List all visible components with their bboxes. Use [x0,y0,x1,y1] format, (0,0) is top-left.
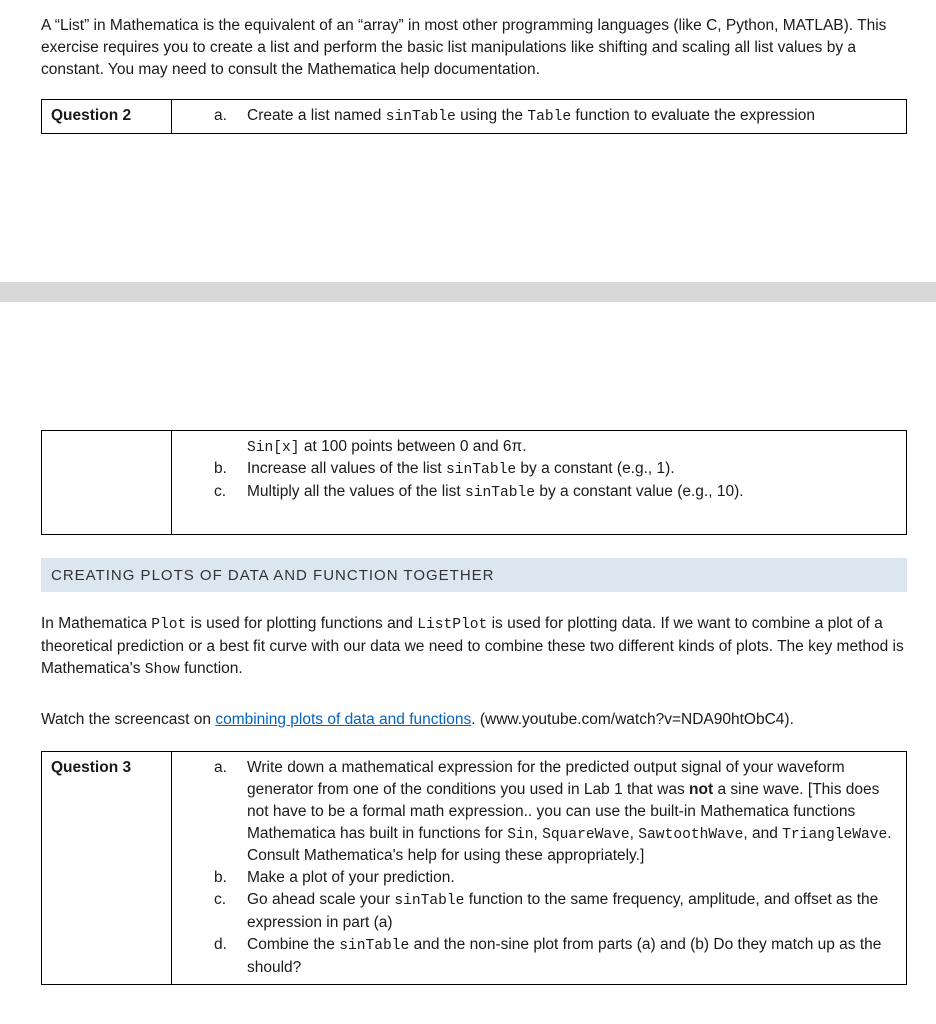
list-marker: c. [214,891,227,909]
text-run: Sin [507,826,534,843]
screencast-link[interactable]: combining plots of data and functions [215,710,472,728]
text-run: TriangleWave [782,826,888,843]
text-run: Watch the screencast on [41,710,216,728]
list-marker: c. [214,483,227,501]
text-run: Sin[x] [247,439,300,456]
text-run: Make a plot of your prediction. [247,869,455,887]
expression-line [182,436,896,459]
list-marker: a. [214,107,227,124]
text-run: sinTable [446,462,517,479]
question-2-table [41,99,907,134]
question-2-label: Question 2 [51,107,132,124]
question-3-body-cell [172,752,906,984]
section-heading: CREATING PLOTS OF DATA AND FUNCTION TOGETHER [41,558,907,592]
text-run: function to evaluate the expression [571,107,815,124]
list-item-c [182,889,896,934]
list-item-text [247,458,896,481]
text-run: sinTable [394,893,465,910]
text-run: a sine wave. [This does not have to be a formal math expression.. you can use the built-in Mathematica functions Mathematica has built in functions for [247,780,880,842]
text-run: Go ahead scale your [247,891,395,909]
question-3-table [41,751,907,985]
list-item-text [247,105,896,128]
text-run: sinTable [339,938,410,955]
question-3-label: Question 3 [51,758,132,776]
list-item-b [182,458,896,481]
text-run: is used for plotting data. If we want to combine a plot of a theoretical prediction or a best fit curve with our data we need to combine these two different kinds of plots. The key method is Mathematica's [41,615,904,677]
text-run: In Mathematica [41,615,152,633]
list-item-d [182,934,896,979]
text-run: . (www.youtube.com/watch?v=NDA90htObC4). [471,710,794,728]
text-run: , and [743,824,783,842]
text-run: sinTable [464,485,536,502]
text-run: Plot [151,617,187,634]
text-run: by a constant (e.g., 1). [516,460,675,478]
screencast-paragraph [41,709,907,731]
page-1-content [0,0,936,134]
list-item-text [247,889,896,934]
text-run: Combine the [247,936,340,954]
plots-paragraph [41,613,907,680]
page-2-content [0,430,936,985]
list-item-text [247,481,896,504]
text-run: ListPlot [417,617,488,634]
text-run: at 100 points between 0 and 6π. [299,437,527,455]
page-break-band [0,282,936,302]
text-run: Increase all values of the list [247,460,447,478]
text-run: SawtoothWave [638,826,744,843]
question-2-body-cell [172,100,906,133]
text-run: function to the same frequency, amplitude, and offset as the expression in part (a) [247,891,879,932]
list-item-a [182,105,896,128]
text-run: Show [144,661,180,678]
text-run: Create a list named [247,107,386,124]
text-run: . Consult Mathematica's help for using these appropriately.] [247,824,892,865]
empty-label-cell [42,431,172,534]
text-run: function. [179,659,243,677]
question-2-continuation-table [41,430,907,535]
list-item-a [182,757,896,868]
list-marker: a. [214,758,227,776]
text-run: not [689,780,714,798]
text-run: sinTable [385,109,456,125]
question-2-label-cell [42,100,172,133]
text-run: Table [527,109,572,125]
text-run: by a constant value (e.g., 10). [535,483,744,501]
text-run: Multiply all the values of the list [247,483,465,501]
text-run: , [533,824,543,842]
list-marker: d. [214,936,227,954]
text-run: SquareWave [542,826,630,843]
list-item-text [247,867,896,889]
list-item-text [247,757,896,868]
intro-paragraph [41,0,907,81]
list-marker: b. [214,869,227,887]
list-item-b [182,867,896,889]
text-run: using the [455,107,528,124]
text-run: A “List” in Mathematica is the equivalent of an “array” in most other programming languages (like C, Python, MATLAB). This exercise requires you to create a list and perform the basic list manipulations like shifting and scaling all list values by a constant. You may need to consult the Mathematica help documentation. [41,17,887,78]
text-run: , [629,824,639,842]
list-item-c [182,481,896,504]
text-run: Write down a mathematical expression for the predicted output signal of your waveform generator from one of the conditions you used in Lab 1 that was [247,758,845,798]
question-3-label-cell [42,752,172,984]
list-item-text [247,934,896,979]
text-run: and the non-sine plot from parts (a) and (b) Do they match up as the should? [247,936,882,976]
text-run: is used for plotting functions and [186,615,418,633]
list-marker: b. [214,460,227,478]
question-2-continuation-body-cell [172,431,906,534]
